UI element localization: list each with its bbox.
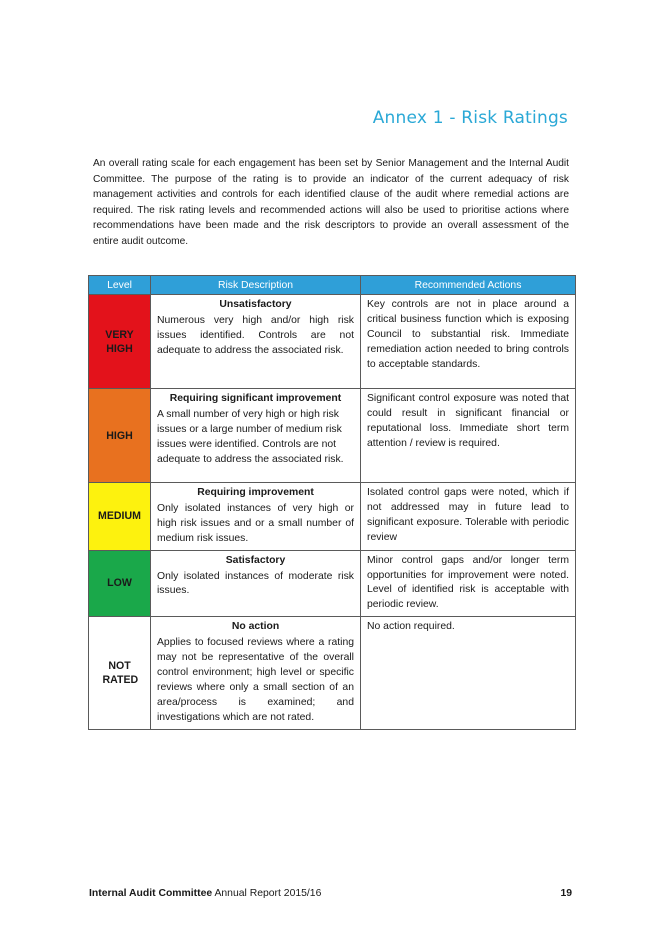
page-number: 19 xyxy=(560,888,572,899)
level-label: MEDIUM xyxy=(98,510,141,523)
description-cell xyxy=(151,550,361,617)
description-text: Only isolated instances of moderate risk issues. xyxy=(157,570,354,597)
description-title: Satisfactory xyxy=(225,554,286,566)
page-footer xyxy=(89,888,572,899)
header-level: Level xyxy=(89,276,151,295)
description-text: Numerous very high and/or high risk issues identified. Controls are not adequate to address the associated risk. xyxy=(157,314,354,356)
level-label: NOT RATED xyxy=(102,659,139,686)
action-text: No action required. xyxy=(367,621,455,633)
level-cell xyxy=(89,483,151,551)
intro-paragraph: An overall rating scale for each engagement has been set by Senior Management and the Internal Audit Committee. The purpose of the rating is to provide an indicator of the current adequacy of risk management activities and controls for each identified clause of the audit where remedial actions are required. The risk rating levels and recommended actions will also be used to prioritise actions where recommendations have been made and the risk descriptors to provide an overall assessment of the entire audit outcome. xyxy=(93,158,569,247)
footer-committee-name: Internal Audit Committee xyxy=(89,888,213,899)
page-title: Annex 1 - Risk Ratings xyxy=(372,108,568,128)
table-header-row xyxy=(89,276,576,295)
level-cell xyxy=(89,550,151,617)
action-cell xyxy=(361,295,576,389)
description-text: Only isolated instances of very high or high risk issues and or a small number of medium risk issues. xyxy=(157,502,354,544)
table-row xyxy=(89,389,576,483)
description-cell xyxy=(151,617,361,729)
header-recommended-actions: Recommended Actions xyxy=(361,276,576,295)
table-row xyxy=(89,550,576,617)
action-text: Isolated control gaps were noted, which if not addressed may in future lead to significant exposure. Tolerable with periodic review xyxy=(367,487,569,543)
description-cell xyxy=(151,483,361,551)
action-cell xyxy=(361,550,576,617)
description-title: Unsatisfactory xyxy=(219,299,292,310)
level-label: VERY HIGH xyxy=(105,328,134,355)
table-row xyxy=(89,483,576,551)
action-text: Key controls are not in place around a critical business function which is exposing Council to substantial risk. Immediate remediation action needed to bring controls to acceptable standards. xyxy=(367,299,569,370)
header-risk-description: Risk Description xyxy=(151,276,361,295)
level-cell xyxy=(89,389,151,483)
level-cell xyxy=(89,295,151,389)
action-cell xyxy=(361,389,576,483)
level-label: LOW xyxy=(107,577,132,590)
description-cell xyxy=(151,389,361,483)
table-row xyxy=(89,617,576,729)
table-row xyxy=(89,295,576,389)
description-title: No action xyxy=(231,621,280,633)
level-cell xyxy=(89,617,151,729)
footer-report-name: Annual Report 2015/16 xyxy=(212,888,322,899)
description-title: Requiring improvement xyxy=(197,487,314,498)
action-text: Minor control gaps and/or longer term opportunities for improvement were noted. Level of identified risk is acceptable with periodic review. xyxy=(367,554,569,611)
description-text: A small number of very high or high risk issues or a large number of medium risk issues were identified. Controls are not adequate to address the associated risk. xyxy=(157,408,344,465)
description-text: Applies to focused reviews where a rating may not be representative of the overall control environment; high level or specific reviews where only a small section of an area/process is examined; and investigations which are not rated. xyxy=(157,637,354,723)
action-cell xyxy=(361,483,576,551)
risk-ratings-table xyxy=(88,275,576,730)
description-cell xyxy=(151,295,361,389)
description-title: Requiring significant improvement xyxy=(169,393,342,404)
footer-report-title xyxy=(89,888,321,899)
action-cell xyxy=(361,617,576,729)
action-text: Significant control exposure was noted that could result in significant financial or reputational loss. Immediate short term attention / review is required. xyxy=(367,393,569,449)
level-label: HIGH xyxy=(106,429,133,442)
